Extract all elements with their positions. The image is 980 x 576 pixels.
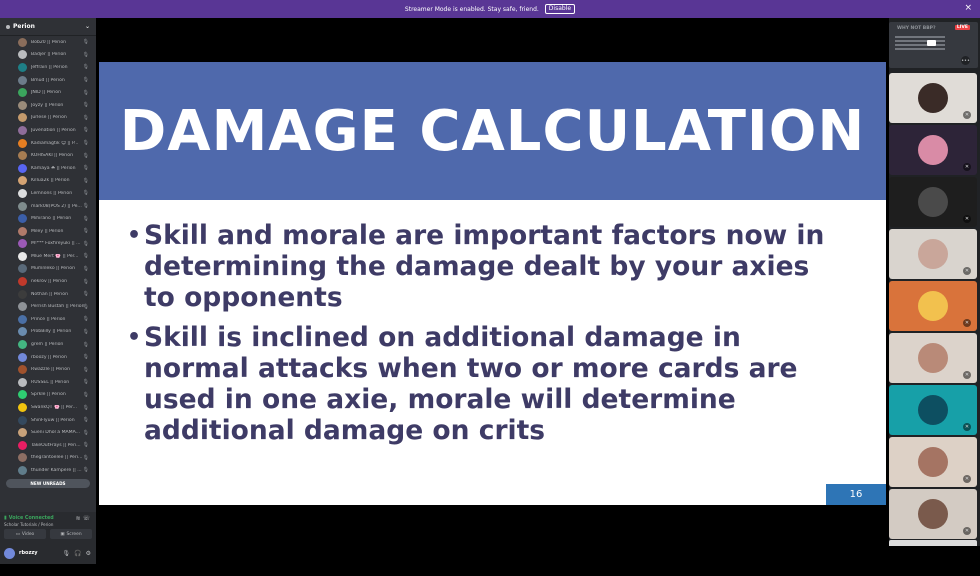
member-name: Bob20 || Perion: [31, 39, 67, 45]
muted-mic-icon: ✕: [964, 216, 970, 222]
avatar: [18, 264, 27, 273]
avatar[interactable]: [4, 548, 15, 559]
avatar: [18, 365, 27, 374]
member-name: ProbBilly || Perion: [31, 329, 72, 335]
microphone-icon: 🎙: [82, 278, 89, 285]
voice-status-label: Voice Connected: [8, 515, 54, 521]
member-name: thegrantoelee || Peri...: [31, 455, 83, 461]
slide-title: DAMAGE CALCULATION: [119, 98, 866, 164]
member-name: Kadiamagtik 😊 || P...: [31, 140, 79, 146]
member-name: Joyzy || Perion: [31, 102, 64, 108]
screen-label: Screen: [66, 531, 82, 537]
avatar: [918, 291, 948, 321]
muted-mic-icon: ✕: [964, 424, 970, 430]
member-name: mark08(POS 2) || Pe...: [31, 203, 82, 209]
member-item[interactable]: [0, 187, 96, 200]
member-item[interactable]: [0, 439, 96, 452]
username: rbozzy: [19, 550, 38, 556]
member-name: Juvenation || Perion: [31, 127, 76, 133]
member-name: Killua2k || Perion: [31, 178, 70, 184]
avatar: [18, 139, 27, 148]
microphone-icon: 🎙: [82, 77, 89, 84]
member-item[interactable]: [0, 275, 96, 288]
bullet-text: Skill and morale are important factors now in determining the damage dealt by your axies to opponents: [144, 220, 825, 313]
member-item[interactable]: [0, 49, 96, 62]
member-list: [0, 36, 96, 477]
presentation-slide: [99, 62, 886, 505]
microphone-icon[interactable]: 🎙: [62, 549, 71, 557]
avatar: [18, 428, 27, 437]
avatar: [918, 239, 948, 269]
avatar: [18, 340, 27, 349]
participants-panel: [889, 18, 980, 546]
member-name: Miley || Perion: [31, 228, 64, 234]
avatar: [18, 113, 27, 122]
member-item[interactable]: [0, 225, 96, 238]
avatar: [918, 395, 948, 425]
microphone-icon: 🎙: [82, 240, 89, 247]
muted-mic-icon: ✕: [964, 320, 970, 326]
member-item[interactable]: [0, 99, 96, 112]
microphone-icon: 🎙: [82, 391, 89, 398]
participant-tile[interactable]: [889, 437, 977, 487]
member-name: Sprkle || Perion: [31, 392, 66, 398]
member-item[interactable]: [0, 426, 96, 439]
microphone-icon: 🎙: [82, 102, 89, 109]
microphone-icon: 🎙: [82, 417, 89, 424]
noise-suppression-icon[interactable]: ≋: [75, 515, 81, 522]
member-item[interactable]: [0, 300, 96, 313]
microphone-icon: 🎙: [82, 404, 89, 411]
slide-body: [127, 220, 847, 455]
avatar: [18, 466, 27, 475]
participant-tile[interactable]: [889, 177, 977, 227]
participant-tile[interactable]: [889, 229, 977, 279]
participant-tile-partial: [889, 540, 977, 546]
bullet-icon: •: [127, 325, 142, 350]
avatar: [18, 378, 27, 387]
chevron-down-icon[interactable]: ⌄: [84, 23, 90, 30]
avatar: [18, 277, 27, 286]
member-name: Kamaya ☘ || Perion: [31, 165, 76, 171]
microphone-icon: 🎙: [82, 303, 89, 310]
microphone-icon: 🎙: [82, 454, 89, 461]
screen-icon: ▣: [60, 531, 65, 537]
avatar: [918, 187, 948, 217]
avatar: [18, 239, 27, 248]
more-icon[interactable]: •••: [961, 57, 970, 64]
member-name: RUSSEL || Perion: [31, 379, 70, 385]
avatar: [18, 290, 27, 299]
member-name: Jurlese || Perion: [31, 115, 67, 121]
participant-tile[interactable]: [889, 281, 977, 331]
microphone-icon: 🎙: [82, 140, 89, 147]
stream-preview-card[interactable]: [889, 22, 978, 68]
avatar: [18, 227, 27, 236]
microphone-icon: 🎙: [82, 442, 89, 449]
video-button[interactable]: [4, 529, 46, 539]
microphone-icon: 🎙: [82, 366, 89, 373]
avatar: [918, 83, 948, 113]
avatar: [18, 403, 27, 412]
member-item[interactable]: [0, 250, 96, 263]
microphone-icon: 🎙: [82, 203, 89, 210]
microphone-icon: 🎙: [82, 190, 89, 197]
member-item[interactable]: [0, 326, 96, 339]
member-item[interactable]: [0, 36, 96, 49]
participant-tile[interactable]: [889, 125, 977, 175]
microphone-icon: 🎙: [82, 354, 89, 361]
banner-message: Streamer Mode is enabled. Stay safe, friend.: [404, 5, 539, 13]
member-item[interactable]: [0, 137, 96, 150]
member-name: Rwazzle || Perion: [31, 367, 71, 373]
member-name: Prince || Perion: [31, 316, 66, 322]
bullet-icon: •: [127, 223, 142, 248]
avatar: [18, 441, 27, 450]
disable-streamer-mode-button[interactable]: Disable: [545, 4, 575, 14]
muted-mic-icon: ✕: [964, 372, 970, 378]
member-item[interactable]: [0, 162, 96, 175]
voice-action-buttons: [4, 529, 92, 539]
member-item[interactable]: [0, 86, 96, 99]
member-name: Jeffrain || Perion: [31, 64, 68, 70]
avatar: [18, 302, 27, 311]
slide-page-number: 16: [826, 484, 886, 505]
member-name: Perrish Bustah || Perion: [31, 304, 85, 310]
avatar: [18, 315, 27, 324]
live-badge: LIVE: [956, 25, 968, 30]
avatar: [18, 126, 27, 135]
microphone-icon: 🎙: [82, 51, 89, 58]
member-item[interactable]: [0, 124, 96, 137]
voice-controls: [76, 515, 90, 522]
participant-tile[interactable]: [889, 333, 977, 383]
avatar: [18, 353, 27, 362]
microphone-icon: 🎙: [82, 265, 89, 272]
avatar: [18, 76, 27, 85]
stream-icon: [927, 40, 936, 46]
member-item[interactable]: [0, 338, 96, 351]
member-name: Mumnleko || Perion: [31, 266, 76, 272]
stream-preview-text: [895, 36, 945, 52]
slide-bullet: [127, 220, 847, 313]
member-item[interactable]: [0, 112, 96, 125]
member-name: Badjer || Perion: [31, 52, 67, 58]
member-name: Mihirano || Perion: [31, 216, 72, 222]
microphone-icon: 🎙: [82, 379, 89, 386]
microphone-icon: 🎙: [82, 114, 89, 121]
member-name: rboozy || Perion: [31, 354, 67, 360]
member-name: grem || Perion: [31, 342, 64, 348]
member-item[interactable]: [0, 351, 96, 364]
member-name: KOHISAKI || Perion: [31, 153, 74, 159]
slide-header: [99, 62, 886, 200]
member-item[interactable]: [0, 238, 96, 251]
avatar: [18, 453, 27, 462]
member-item[interactable]: [0, 288, 96, 301]
member-name: TakeOutFrays || Peri...: [31, 442, 81, 448]
headphones-icon[interactable]: 🎧: [74, 549, 82, 557]
participant-tile[interactable]: [889, 73, 977, 123]
member-name: Mlue Mert 🌸 || Per...: [31, 253, 79, 259]
avatar: [18, 416, 27, 425]
microphone-icon: 🎙: [82, 429, 89, 436]
participant-tile[interactable]: [889, 385, 977, 435]
member-item[interactable]: [0, 464, 96, 477]
avatar: [18, 176, 27, 185]
member-item[interactable]: [0, 363, 96, 376]
slide-bullet: [127, 322, 847, 446]
close-icon[interactable]: ×: [964, 3, 972, 13]
streamer-mode-banner: [0, 0, 980, 18]
microphone-icon: 🎙: [82, 39, 89, 46]
speaker-icon: [6, 25, 10, 29]
member-name: ShinFlyuw || Perion: [31, 417, 75, 423]
avatar: [18, 50, 27, 59]
member-item[interactable]: [0, 389, 96, 402]
gear-icon[interactable]: ⚙: [85, 549, 91, 557]
avatar: [18, 327, 27, 336]
member-item[interactable]: [0, 175, 96, 188]
microphone-icon: 🎙: [82, 127, 89, 134]
muted-mic-icon: ✕: [964, 112, 970, 118]
microphone-icon: 🎙: [82, 89, 89, 96]
voice-channel-header[interactable]: [0, 18, 96, 36]
channel-name: Perion: [13, 23, 35, 30]
avatar: [918, 499, 948, 529]
bullet-text: Skill is inclined on additional damage in normal attacks when two or more cards are used in one axie, morale will determine additional damage on crits: [144, 322, 798, 446]
member-name: Bmud || Perion: [31, 77, 65, 83]
user-controls: [63, 550, 92, 557]
member-item[interactable]: [0, 414, 96, 427]
muted-mic-icon: ✕: [964, 476, 970, 482]
member-item[interactable]: [0, 376, 96, 389]
member-name: nekrov || Perion: [31, 279, 68, 285]
microphone-icon: 🎙: [82, 152, 89, 159]
member-name: Nothan || Perion: [31, 291, 69, 297]
microphone-icon: 🎙: [82, 177, 89, 184]
new-unreads-button[interactable]: NEW UNREADS: [6, 479, 90, 488]
signal-icon: ▮: [4, 515, 7, 521]
voice-channel-path: Scholar Tutorials / Perion: [4, 522, 54, 527]
member-name: thunder Kampere || ...: [31, 467, 82, 473]
microphone-icon: 🎙: [82, 228, 89, 235]
member-name: M!*** Foxfireyuki || ...: [31, 241, 81, 247]
member-name: SwankQT 🌸 || Per...: [31, 405, 77, 411]
avatar: [18, 214, 27, 223]
stream-title: WHY NOT BBP?: [897, 26, 936, 31]
avatar: [918, 135, 948, 165]
avatar: [18, 390, 27, 399]
avatar: [18, 63, 27, 72]
microphone-icon: 🎙: [82, 467, 89, 474]
screen-share-button[interactable]: [50, 529, 92, 539]
avatar: [18, 252, 27, 261]
microphone-icon: 🎙: [82, 64, 89, 71]
user-panel: [0, 542, 96, 564]
member-item[interactable]: [0, 212, 96, 225]
member-item[interactable]: [0, 263, 96, 276]
voice-connection-panel: [0, 512, 96, 542]
member-item[interactable]: [0, 74, 96, 87]
participant-tile[interactable]: [889, 489, 977, 539]
member-name: Lemnons || Perion: [31, 190, 73, 196]
member-name: JNID || Perion: [31, 90, 62, 96]
member-item[interactable]: [0, 61, 96, 74]
avatar: [18, 164, 27, 173]
member-item[interactable]: [0, 452, 96, 465]
muted-mic-icon: ✕: [964, 268, 970, 274]
channel-sidebar: [0, 18, 96, 557]
avatar: [18, 189, 27, 198]
microphone-icon: 🎙: [82, 341, 89, 348]
member-name: Sueni Dhol a MAMA...: [31, 430, 81, 436]
microphone-icon: 🎙: [82, 215, 89, 222]
microphone-icon: 🎙: [82, 291, 89, 298]
muted-mic-icon: ✕: [964, 528, 970, 534]
video-label: Video: [21, 531, 35, 537]
avatar: [18, 202, 27, 211]
microphone-icon: 🎙: [82, 165, 89, 172]
disconnect-icon[interactable]: ☏: [82, 515, 90, 522]
member-item[interactable]: [0, 149, 96, 162]
muted-mic-icon: ✕: [964, 164, 970, 170]
avatar: [18, 38, 27, 47]
member-item[interactable]: [0, 313, 96, 326]
avatar: [18, 101, 27, 110]
camera-icon: ▭: [15, 531, 20, 537]
avatar: [918, 343, 948, 373]
member-item[interactable]: [0, 200, 96, 213]
microphone-icon: 🎙: [82, 316, 89, 323]
microphone-icon: 🎙: [82, 253, 89, 260]
avatar: [918, 447, 948, 477]
stream-view[interactable]: [96, 18, 889, 546]
avatar: [18, 88, 27, 97]
avatar: [18, 151, 27, 160]
microphone-icon: 🎙: [82, 328, 89, 335]
member-item[interactable]: [0, 401, 96, 414]
